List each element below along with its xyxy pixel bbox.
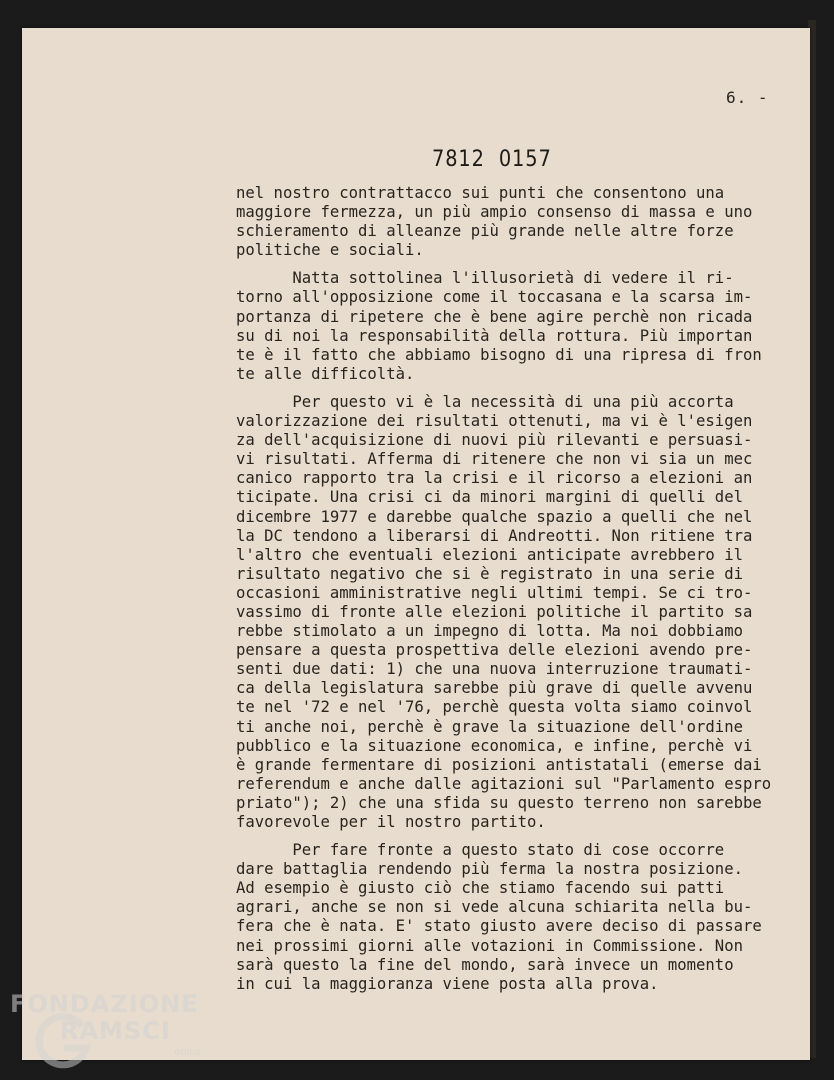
page-number: 6. - [726,88,769,107]
paragraph-4: Per fare fronte a questo stato di cose occorre dare battaglia rendendo più ferma la nostra posizione. Ad esempio è giusto ciò che stiamo facendo sui patti agrari, anche se non si vede alcuna schiarita nella bu- fera che è nata. E' stato giusto avere deciso di passare nei prossimi giorni alle votazioni in Commissione. Non sarà questo la fine del mondo, sarà invece un momento in cui la maggioranza viene posta alla prova. [236,841,762,993]
archive-code: 7812 0157 [432,147,552,172]
paragraph-1: nel nostro contrattacco sui punti che consentono una maggiore fermezza, un più ampio consenso di massa e uno schieramento di alleanze più grande nelle altre forze politiche e sociali. [236,184,753,260]
fondazione-gramsci-watermark [4,986,214,1078]
watermark-line1: FONDAZIONE [10,990,199,1018]
watermark-suffix: onlus [174,1047,201,1058]
watermark-line2: RAMSCI [60,1017,171,1045]
paragraph-2: Natta sottolinea l'illusorietà di vedere il ri- torno all'opposizione come il toccasana e la scarsa im- portanza di ripetere che è bene agire perchè non ricada su di noi la responsabilità della rottura. Più importan te è il fatto che abbiamo bisogno di una ripresa di fron te alle difficoltà. [236,269,762,383]
paragraph-3: Per questo vi è la necessità di una più accorta valorizzazione dei risultati ottenuti, ma vi è l'esigen za dell'acquisizione di nuovi più rilevanti e persuasi- vi risultati. Afferma di ritenere che non vi sia un mec canico rapporto tra la crisi e il ricorso a elezioni an ticipate. Una crisi ci da minori margini di quelli del dicembre 1977 e darebbe qualche spazio a quelli che nel la DC tendono a liberarsi di Andreotti. Non ritiene tra l'altro che eventuali elezioni anticipate avrebbero il risultato negativo che si è registrato in una serie di occasioni amministrative negli ultimi tempi. Se ci tro- vassimo di fronte alle elezioni politiche il partito sa rebbe stimolato a un impegno di lotta. Ma noi dobbiamo pensare a questa prospettiva delle elezioni avendo pre- senti due dati: 1) che una nuova interruzione traumati- ca della legislatura sarebbe più grave di quelle avvenu te nel '72 e nel '76, perchè questa volta siamo coinvol ti anche noi, perchè è grave la situazione dell'ordine pubblico e la situazione economica, e infine, perchè vi è grande fermentare di posizioni antistatali (emerse dai referendum e anche dalle agitazioni sul "Parlamento espro priato"); 2) che una sfida su questo terreno non sarebbe favorevole per il nostro partito. [236,392,772,831]
document-body [236,184,796,1003]
